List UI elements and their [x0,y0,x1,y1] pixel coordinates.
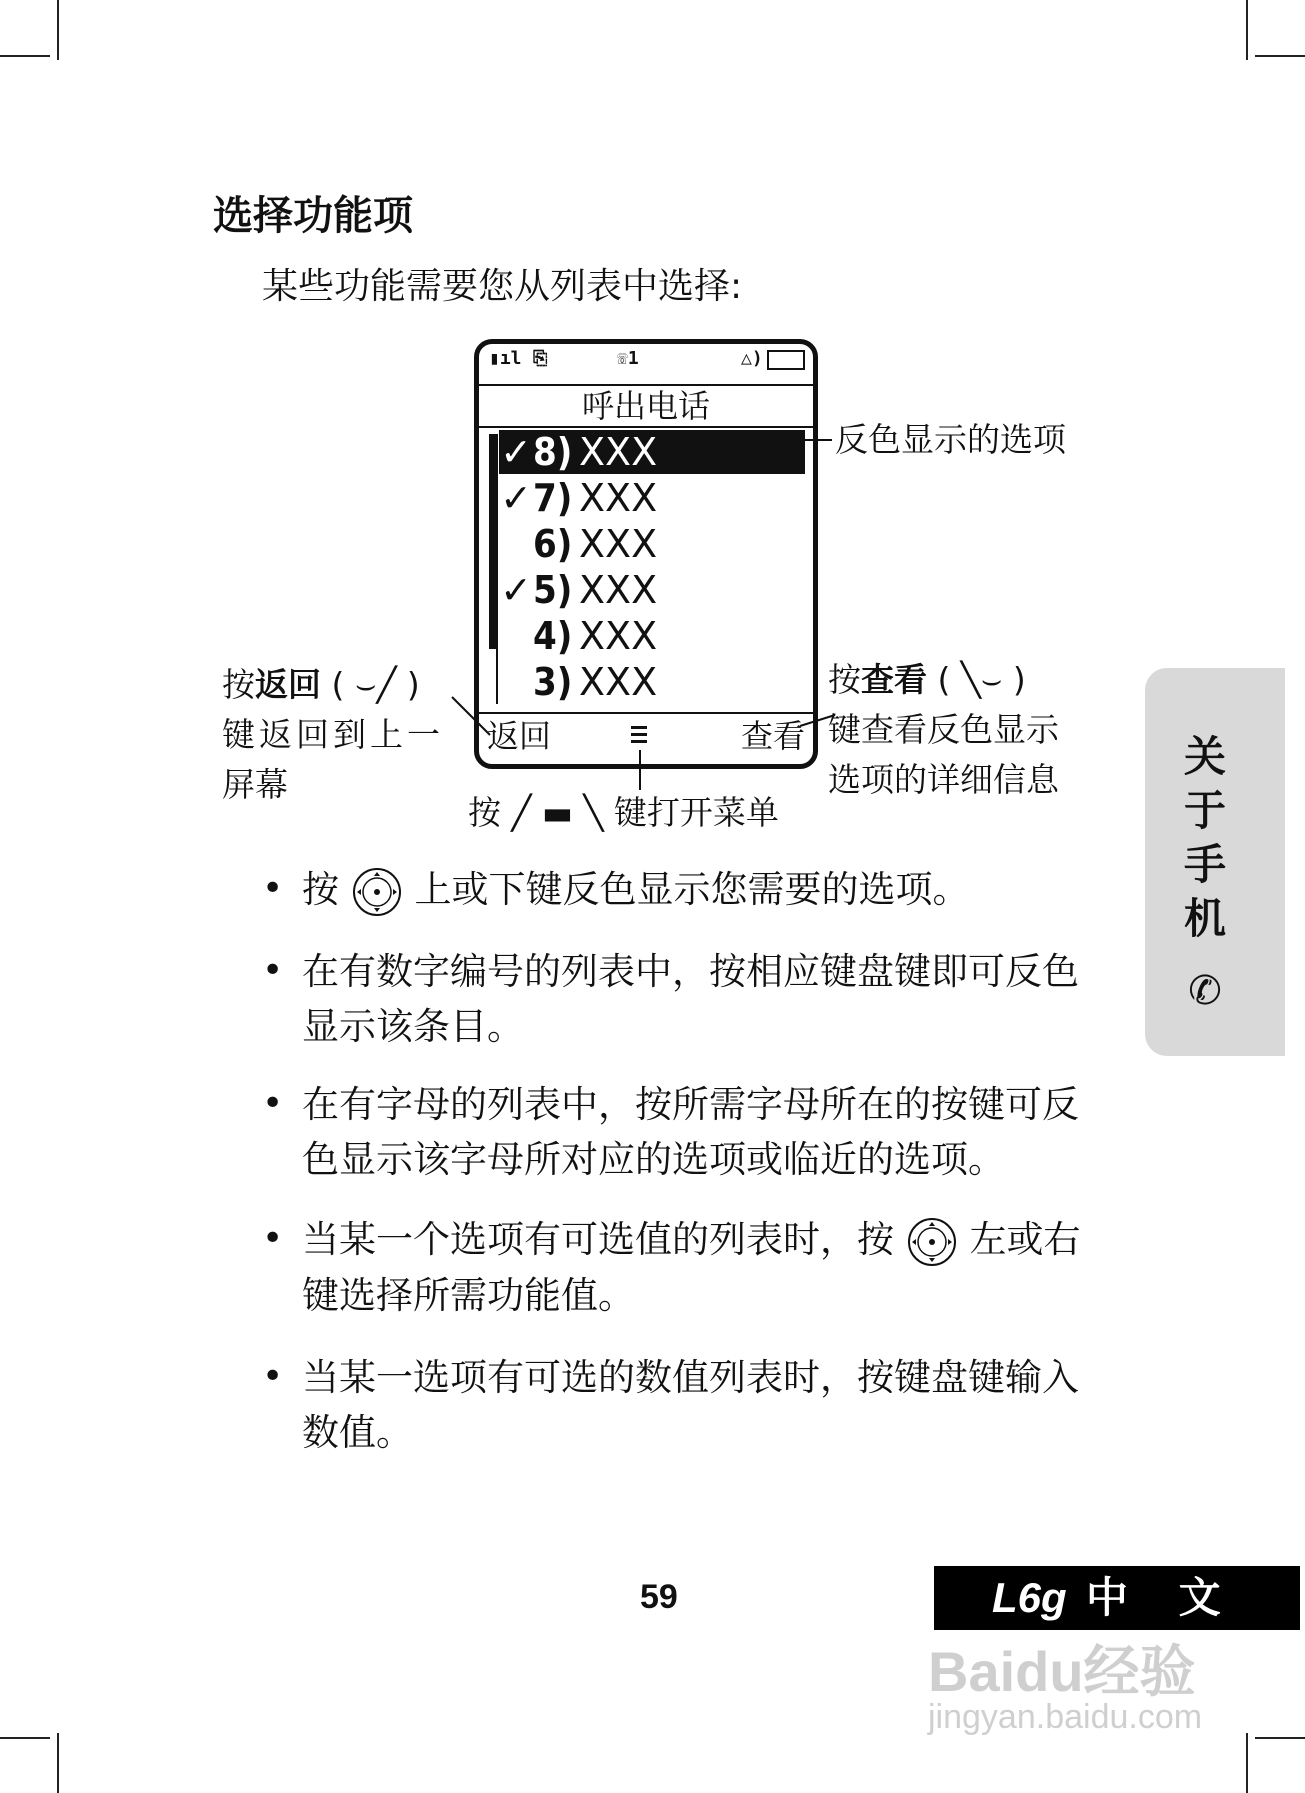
item-label: XXX [579,660,658,704]
bullet-dot: • [262,1356,284,1397]
item-label: XXX [579,522,658,566]
crop-mark [57,1733,59,1793]
watermark-url: jingyan.baidu.com [928,1698,1203,1736]
check-icon: ✓ [500,430,532,474]
soft-key-view[interactable]: 查看 [740,717,805,755]
check-icon: ✓ [500,568,532,612]
item-number: 7) [533,476,573,520]
item-number: 4) [533,614,573,658]
signal-icon: ▮ıl [489,348,522,369]
soft-key-slash-icon: ╱ ▬ ╲ [511,793,604,832]
bullet-1: 按 上或下键反色显示您需要的选项。 [302,862,1112,918]
item-label: XXX [579,568,658,612]
model-banner [934,1566,1300,1630]
side-tab-char: 于 [1183,786,1226,835]
item-label: XXX [579,476,658,520]
section-heading: 选择功能项 [213,193,413,239]
soft-key-back[interactable]: 返回 [487,717,552,755]
crop-mark [1255,1737,1305,1739]
side-tab-char: 手 [1183,840,1226,889]
bullet-4: 当某一个选项有可选值的列表时，按 左或右 键选择所需功能值。 [302,1212,1112,1323]
bullet-dot: • [262,950,284,991]
bullet-2: 在有数字编号的列表中，按相应键盘键即可反色 显示该条目。 [302,950,1079,1048]
left-soft-key-icon: ( ⌣╱ ) [331,665,420,704]
menu-callout: 按 ╱ ▬ ╲ 键打开菜单 [468,793,779,832]
nav-key-icon [351,866,403,918]
chapter-side-tab [1145,668,1285,1056]
highlight-callout: 反色显示的选项 [835,420,1066,459]
back-callout: 按返回 ( ⌣╱ ) 键返回到上一 屏幕 [222,665,444,804]
item-number: 6) [533,522,573,566]
item-label: XXX [579,430,658,474]
view-callout: 按查看 ( ╲⌣ ) 键查看反色显示 选项的详细信息 [828,660,1059,799]
item-label: XXX [579,614,658,658]
item-number: 8) [533,430,573,474]
crop-mark [1246,1733,1248,1793]
data-icon: ⎘ [533,348,548,369]
ringer-icon: △) [741,348,763,369]
page-number: 59 [640,1578,678,1616]
bullet-3: 在有字母的列表中，按所需字母所在的按键可反 色显示该字母所对应的选项或临近的选项。 [302,1083,1079,1181]
screen-title: 呼出电话 [479,384,813,428]
item-number: 5) [533,568,573,612]
nav-key-icon [906,1216,958,1268]
side-tab-char: 机 [1183,894,1226,943]
model-name: L6g [992,1574,1067,1621]
bullet-dot: • [262,1083,284,1124]
bullet-5: 当某一选项有可选的数值列表时，按键盘键输入 数值。 [302,1356,1079,1454]
watermark-logo: Baidu经验 [928,1640,1196,1703]
model-language: 中 文 [1086,1573,1239,1622]
intro-text: 某些功能需要您从列表中选择: [262,266,743,307]
right-soft-key-icon: ( ╲⌣ ) [937,660,1026,699]
check-icon: ✓ [500,476,532,520]
phone-icon: ✆ [1188,968,1222,1014]
bullet-dot: • [262,1218,284,1259]
line-icon: ☏1 [617,348,639,369]
bullet-dot: • [262,868,284,909]
side-tab-char: 关 [1183,732,1226,781]
crop-mark [0,1737,50,1739]
item-number: 3) [533,660,573,704]
